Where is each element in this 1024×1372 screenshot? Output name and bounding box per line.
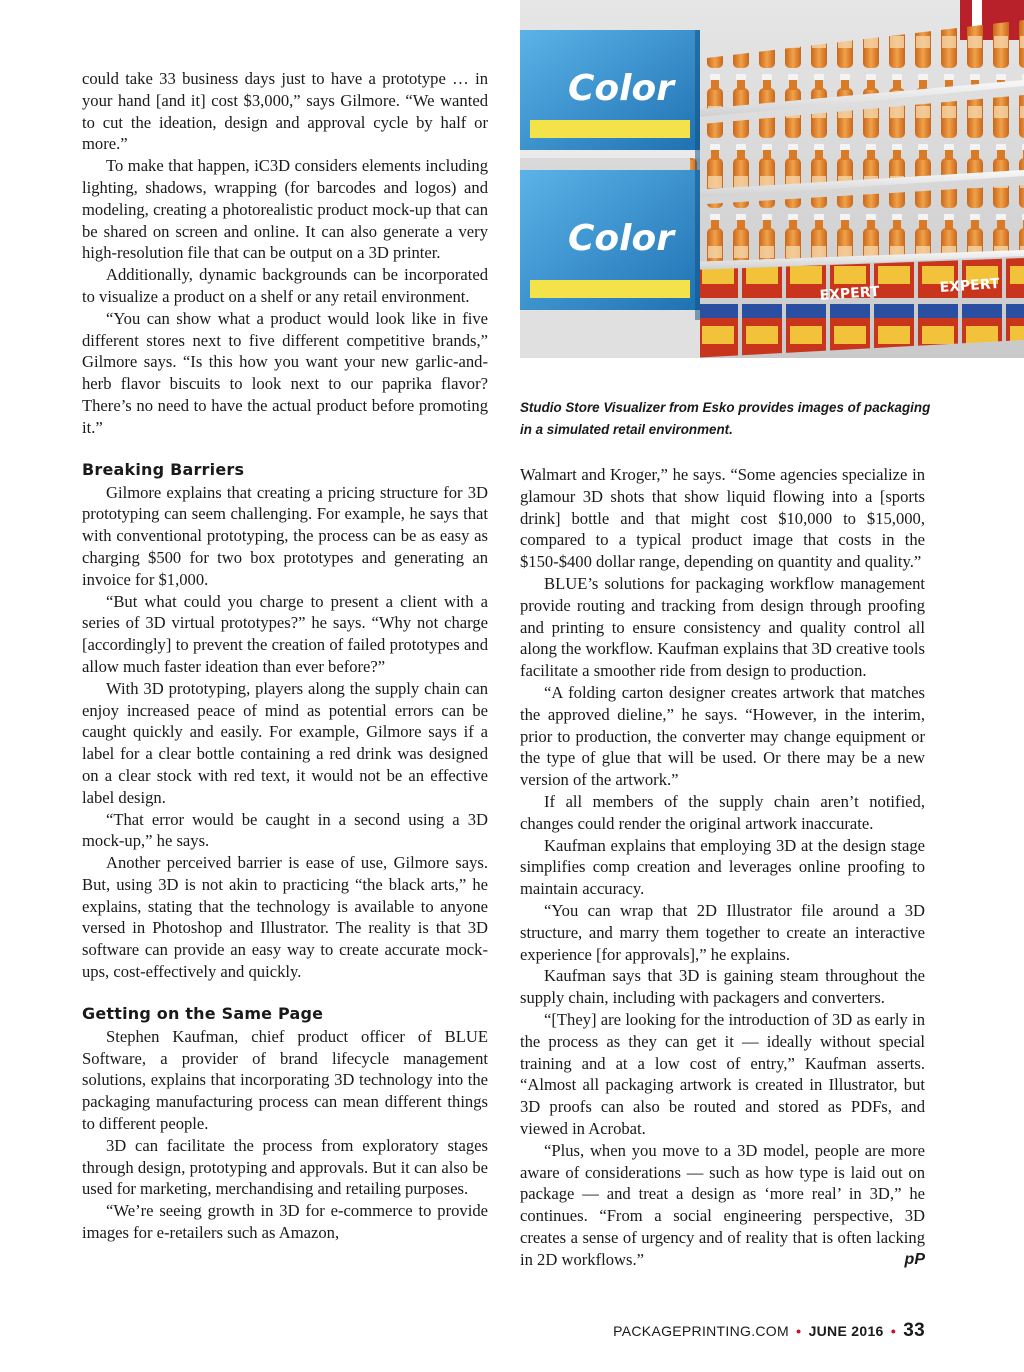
body-paragraph: Stephen Kaufman, chief product officer of BLUE Software, a provider of brand lifecycle management solutions, explains that incorporating 3D technology into the packaging manufacturing process can mean different things to different people. — [82, 1026, 488, 1134]
box-brand-label: Color — [568, 218, 674, 259]
right-column — [520, 464, 925, 1270]
body-paragraph: Kaufman says that 3D is gaining steam throughout the supply chain, including with packagers and converters. — [520, 966, 925, 1008]
photo-caption: Studio Store Visualizer from Esko provides images of packaging in a simulated retail environment. — [520, 400, 931, 437]
left-column — [82, 68, 488, 1244]
body-paragraph: “But what could you charge to present a client with a series of 3D virtual prototypes?” he says. “Why not charge [accordingly] to prevent the creation of failed prototypes and allow much faster ideation than ever before?” — [82, 591, 488, 676]
body-paragraph: “We’re seeing growth in 3D for e-commerce to provide images for e-retailers such as Amazon, — [82, 1201, 488, 1243]
body-paragraph: could take 33 business days just to have a prototype … in your hand [and it] cost $3,000,” says Gilmore. “We wanted to cut the ideation, design and approval cycle by half or more.” — [82, 69, 488, 154]
section-heading-same-page: Getting on the Same Page — [82, 1003, 324, 1023]
footer-issue-date: JUNE 2016 — [808, 1323, 884, 1339]
section-heading-breaking-barriers: Breaking Barriers — [82, 459, 245, 479]
body-paragraph: Walmart and Kroger,” he says. “Some agencies specialize in glamour 3D shots that show liquid flowing into a [sports drink] bottle and that might cost $10,000 to $15,000, compared to a typical product image that costs in the $150-$400 dollar range, depending on quantity and quality.” — [520, 465, 925, 572]
carton-brand-label: EXPERT — [819, 283, 881, 304]
footer-site: PACKAGEPRINTING.COM — [613, 1323, 789, 1339]
body-paragraph: With 3D prototyping, players along the supply chain can enjoy increased peace of mind as potential errors can be caught quickly and easily. For example, Gilmore says if a label for a clear bottle containing a red drink was designed on a clear stock with red text, it would not be an effective label design. — [82, 678, 488, 807]
box-brand-label: Color — [568, 68, 674, 109]
page-footer — [613, 1320, 925, 1342]
body-paragraph: “You can wrap that 2D Illustrator file around a 3D structure, and marry them together to create an interactive experience [for approvals],” he explains. — [520, 900, 925, 964]
body-paragraph: “A folding carton designer creates artwork that matches the approved dieline,” he says. “However, in the interim, prior to production, the converter may change equipment or the type of glue that will be used. Or there may be a new version of the artwork.” — [520, 682, 925, 790]
body-paragraph: “[They] are looking for the introduction of 3D as early in the process as they can get it — ideally without special training and at a low cost of entry,” Kaufman asserts. “Almost all packaging artwork is created in Illustrator, but 3D proofs can also be routed and stored as PDFs, and viewed in Acrobat. — [520, 1009, 925, 1138]
body-paragraph: If all members of the supply chain aren’t notified, changes could render the original artwork inaccurate. — [520, 791, 925, 833]
carton-brand-label: EXPERT — [939, 275, 1001, 296]
detergent-boxes — [520, 30, 700, 358]
footer-bullet: • — [890, 1323, 897, 1339]
retail-shelf-photo — [520, 0, 1024, 358]
body-paragraph: 3D can facilitate the process from exploratory stages through design, prototyping and approvals. But it can also be used for marketing, merchandising and retailing purposes. — [82, 1135, 488, 1199]
end-mark-logo: pP — [904, 1250, 925, 1268]
footer-bullet: • — [796, 1323, 802, 1339]
body-paragraph — [520, 1140, 925, 1271]
bottle-shelves — [690, 20, 1024, 270]
final-paragraph-text: “Plus, when you move to a 3D model, people are more aware of considerations — such as how type is laid out on package — and treat a design as ‘more real’ in 3D,” he continues. “From a social engineering perspective, 3D creates a sense of urgency and of reality that is often lacking in 2D workflows.” — [520, 1140, 925, 1269]
body-paragraph: Kaufman explains that employing 3D at the design stage simplifies comp creation and leverages online proofing to maintain accuracy. — [520, 835, 925, 899]
body-paragraph: “That error would be caught in a second using a 3D mock-up,” he says. — [82, 809, 488, 851]
body-paragraph: Additionally, dynamic backgrounds can be incorporated to visualize a product on a shelf or any retail environment. — [82, 265, 488, 306]
page-number: 33 — [903, 1320, 925, 1341]
body-paragraph: Gilmore explains that creating a pricing structure for 3D prototyping can seem challenging. For example, he says that with conventional prototyping, the process can be as easy as charging $500 for two box prototypes and generating an invoice for $1,000. — [82, 482, 488, 589]
body-paragraph: Another perceived barrier is ease of use, Gilmore says. But, using 3D is not akin to practicing “the black arts,” he explains, stating that the technology is available to anyone versed in Photoshop and Illustrator. The reality is that 3D software can provide an easy way to create accurate mock-ups, cost-effectively and quickly. — [82, 853, 488, 982]
body-paragraph: BLUE’s solutions for packaging workflow management provide routing and tracking from design through proofing and printing to ensure consistency and quality control all along the workflow. Kaufman explains that 3D creative tools facilitate a smoother ride from design to production. — [520, 573, 925, 681]
body-paragraph: To make that happen, iC3D considers elements including lighting, shadows, wrapping (for barcodes and logos) and modeling, creating a photorealistic product mock-up that can be shared on screen and online. It can also generate a very high-resolution file that can be output on a 3D printer. — [82, 156, 488, 263]
body-paragraph: “You can show what a product would look like in five different stores next to five different competitive brands,” Gilmore says. “Is this how you want your new garlic-and-herb flavor biscuits to look next to our paprika flavor? There’s no need to have the actual product before promoting it.” — [82, 308, 488, 437]
